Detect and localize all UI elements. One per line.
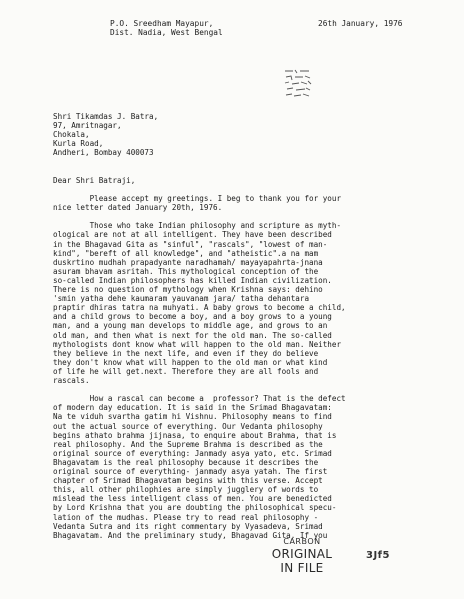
body-line: out the actual source of everything. Our Vedanta philosophy: [53, 421, 323, 431]
stamp-line: ORIGINAL: [271, 547, 333, 561]
body-line: by Lord Krishna that you are doubting the philosophical specu-: [53, 503, 337, 513]
body-line: How a rascal can become a professor? That is the defect: [53, 394, 346, 404]
body-line: Na te viduh svartha gatim hi Vishnu. Philosophy means to find: [53, 412, 332, 422]
body-line: so-called Indian philosophers has killed Indian civilization.: [53, 275, 332, 285]
body-line: There is no question of mythology when Krishna says: dehino: [53, 285, 323, 294]
body-line: Bhagavatam. And the preliminary study, Bhagavad Gita. If you: [53, 530, 328, 540]
body-line: real philosophy. And the Supreme Brahma is described as the: [53, 439, 323, 449]
body-line: praptir dhiras tatra na muhyati. A baby grows to become a child,: [53, 303, 346, 313]
body-line: nice letter dated January 20th, 1976.: [53, 203, 223, 213]
stamp-line: IN FILE: [280, 561, 324, 575]
body-line: rascals.: [53, 376, 90, 385]
recipient-line: Shri Tikamdas J. Batra,: [53, 112, 159, 121]
body-line: chapter of Srimad Bhagavatam begins with this verse. Accept: [53, 476, 323, 486]
body-line: Bhagavatam is the real philosophy because it describes the: [53, 457, 319, 467]
body-line: in the Bhagavad Gita as "sinful", "rascals", "lowest of man-: [53, 239, 328, 249]
sender-address-line1: P.O. Sreedham Mayapur,: [110, 19, 214, 28]
body-line: of modern day education. It is said in the Srimad Bhagavatam:: [53, 403, 332, 413]
body-line: mislead the less intelligent class of men. You are benedicted: [53, 494, 332, 504]
recipient-line: 97, Amritnagar,: [53, 121, 122, 130]
body-line: original source of everything- janmady asya yatah. The first: [53, 467, 328, 476]
body-line: ological are not at all intelligent. They have been described: [53, 230, 332, 240]
received-stamp-mark: [283, 68, 313, 102]
recipient-line: Chokala,: [53, 130, 90, 139]
body-line: 'smin yatha dehe kaumaram yauvanam jara/ tatha dehantara: [53, 294, 310, 304]
body-line: kind", "bereft of all knowledge", and "atheistic".a na mam: [53, 248, 319, 258]
body-line: they don't know what will happen to the old man or what kind: [53, 357, 328, 367]
body-line: Those who take Indian philosophy and scripture as myth-: [53, 221, 342, 231]
body-line: original source of everything: Janmady asya yato, etc. Srimad: [53, 448, 332, 458]
body-line: man, and a young man develops to middle age, and grows to an: [53, 321, 328, 331]
salutation: Dear Shri Batraji,: [53, 176, 136, 185]
body-line: of life he will get.next. Therefore they are all fools and: [53, 366, 319, 376]
body-line: lation of the mudhas. Please try to read real philosophy -: [53, 512, 319, 522]
body-line: they believe in the next life, and even if they do believe: [53, 348, 319, 358]
body-line: Vedanta Sutra and its right commentary by Vyasadeva, Srimad: [53, 521, 323, 531]
sender-address-line2: Dist. Nadia, West Bengal: [110, 28, 223, 37]
body-line: old man, and then what is next for the old man. The so-called: [53, 330, 332, 340]
body-line: duskrtino mudhah prapadyante naradhamah/ mayayapahrta-jnana: [53, 257, 323, 267]
recipient-line: Kurla Road,: [53, 139, 104, 148]
file-number-mark: 3Jf5: [366, 550, 390, 561]
letter-date: 26th January, 1976: [318, 19, 403, 28]
body-line: this, all other philophies are simply jugglery of words to: [53, 485, 319, 495]
body-line: begins athato brahma jijnasa, to enquire about Brahma, that is: [53, 430, 337, 440]
stamp-line: CARBON: [283, 537, 321, 546]
recipient-line: Andheri, Bombay 400073: [53, 148, 154, 157]
body-line: Please accept my greetings. I beg to thank you for your: [53, 194, 342, 203]
body-line: and a child grows to become a boy, and a boy grows to a young: [53, 312, 332, 322]
body-line: asuram bhavam asritah. This mythological conception of the: [53, 266, 319, 276]
carbon-original-in-file-stamp: [257, 537, 347, 575]
body-line: mythologists dont know what will happen to the old man. Neither: [53, 339, 342, 349]
